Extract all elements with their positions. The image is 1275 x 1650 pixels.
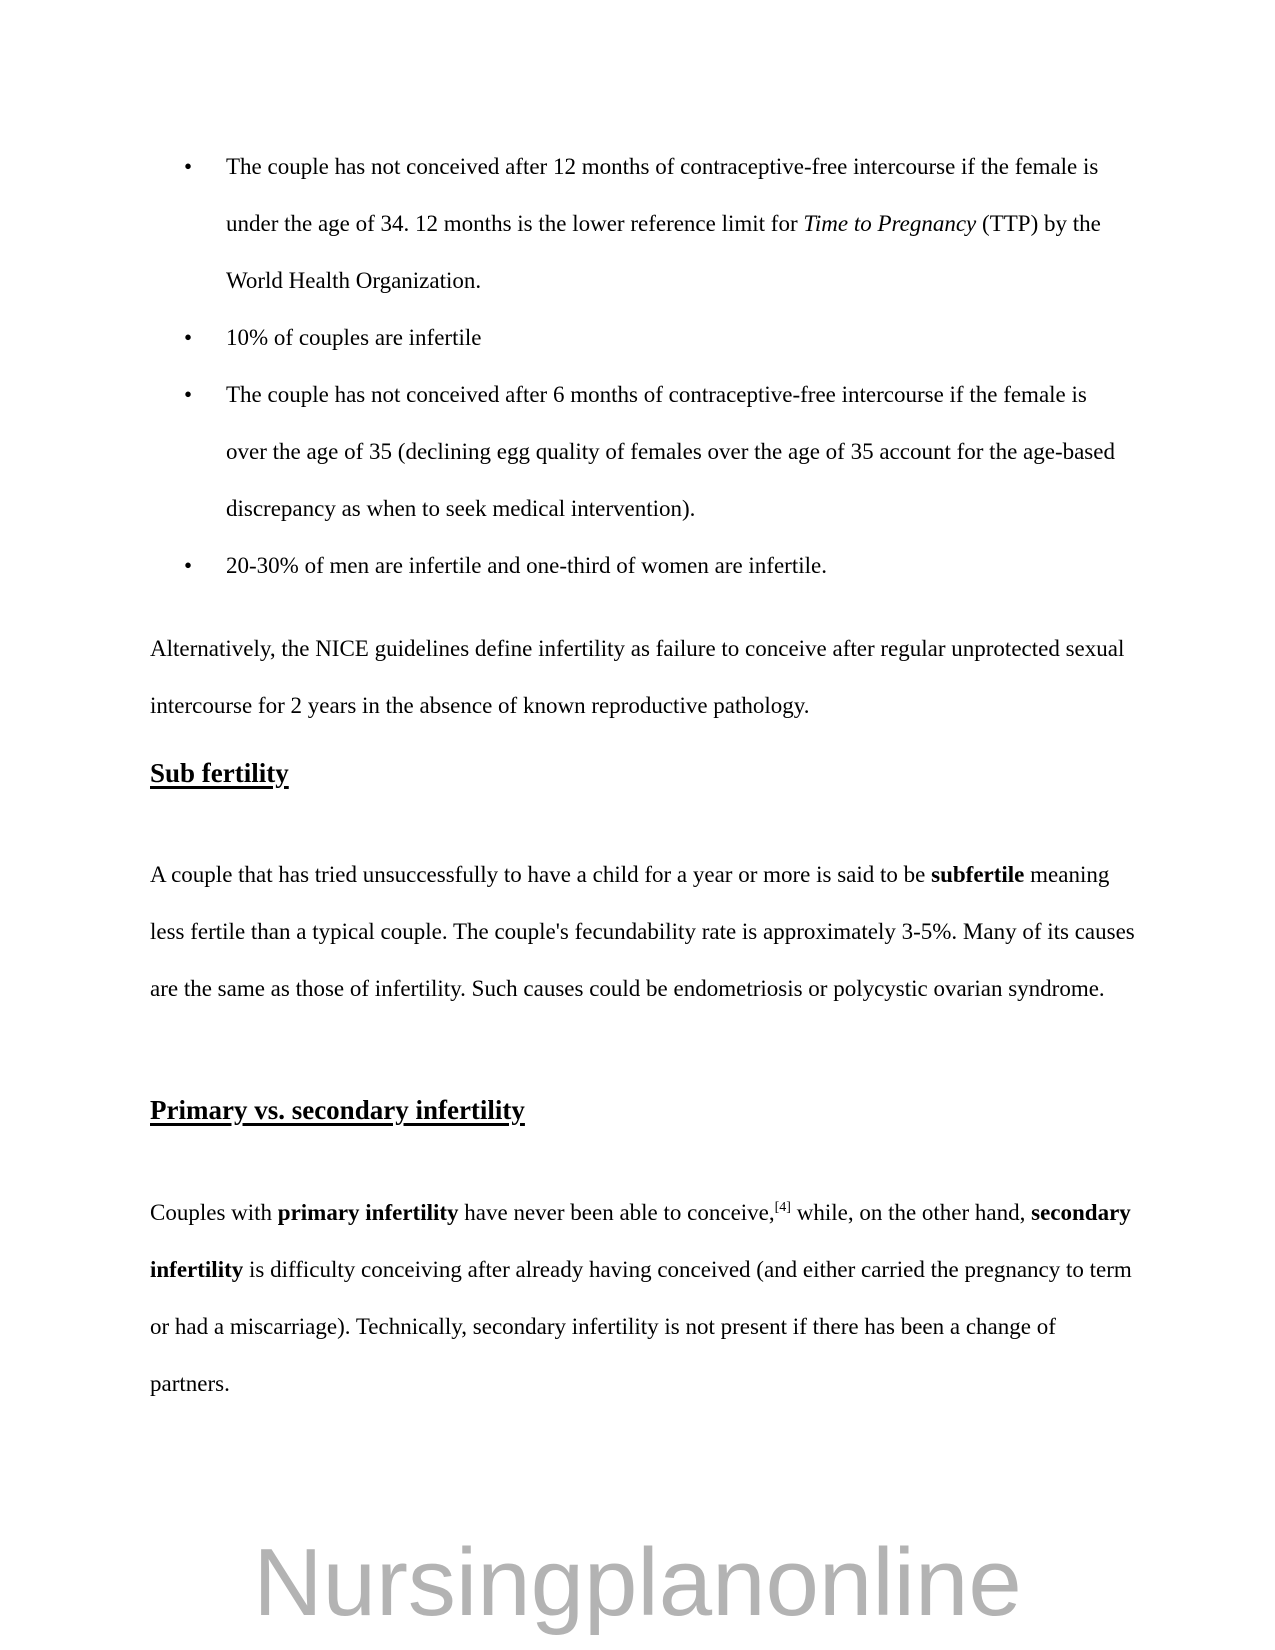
- criteria-bullet-list: [150, 138, 1130, 594]
- nice-guidelines-paragraph: Alternatively, the NICE guidelines define infertility as failure to conceive after regular unprotected sexual intercourse for 2 years in the absence of known reproductive pathology.: [150, 636, 1125, 718]
- paragraph-text: A couple that has tried unsuccessfully to have a child for a year or more is said to be: [150, 862, 932, 887]
- bullet-text: (TTP) by the World Health Organization.: [226, 211, 1101, 293]
- paragraph-text: Couples with: [150, 1200, 278, 1225]
- bullet-italic-term: Time to Pregnancy: [803, 211, 977, 236]
- section-heading-primary-vs-secondary: Primary vs. secondary infertility: [150, 1095, 525, 1125]
- bullet-icon: •: [184, 154, 193, 179]
- bullet-text: The couple has not conceived after 6 months of contraceptive-free intercourse if the female is over the age of 35 (declining egg quality of females over the age of 35 account for the age-based discrepancy as when to seek medical intervention).: [226, 382, 1115, 521]
- bold-term: secondary infertility: [150, 1200, 1131, 1282]
- bullet-item: [150, 366, 1130, 537]
- bullet-icon: •: [184, 325, 193, 350]
- bullet-item: [150, 309, 1130, 366]
- bold-term: primary infertility: [277, 1200, 459, 1225]
- paragraph-text: while, on the other hand,: [790, 1200, 1032, 1225]
- citation-link[interactable]: [4]: [774, 1200, 791, 1215]
- bold-term: subfertile: [931, 862, 1025, 887]
- section-heading-subfertility: Sub fertility: [150, 758, 289, 788]
- bullet-text: 10% of couples are infertile: [226, 325, 482, 350]
- bullet-item: [150, 537, 1130, 594]
- paragraph-text: have never been able to conceive,: [458, 1200, 775, 1225]
- bullet-text: The couple has not conceived after 12 months of contraceptive-free intercourse if the female is under the age of 34. 12 months is the lower reference limit for: [226, 154, 1099, 236]
- bullet-text: 20-30% of men are infertile and one-third of women are infertile.: [226, 553, 827, 578]
- bullet-icon: •: [184, 553, 193, 578]
- bullet-item: [150, 138, 1130, 309]
- watermark-text: Nursingplanonline: [253, 1529, 1022, 1636]
- primary-secondary-paragraph: [150, 1184, 1140, 1412]
- bullet-icon: •: [184, 382, 193, 407]
- subfertility-paragraph: [150, 846, 1140, 1017]
- paragraph-text: meaning less fertile than a typical couple. The couple's fecundability rate is approximately 3-5%. Many of its causes are the same as those of infertility. Such causes could be endometriosis or polycystic ovarian syndrome.: [150, 862, 1135, 1001]
- paragraph-text: is difficulty conceiving after already having conceived (and either carried the pregnancy to term or had a miscarriage). Technically, secondary infertility is not present if there has been a change of partners.: [150, 1257, 1132, 1396]
